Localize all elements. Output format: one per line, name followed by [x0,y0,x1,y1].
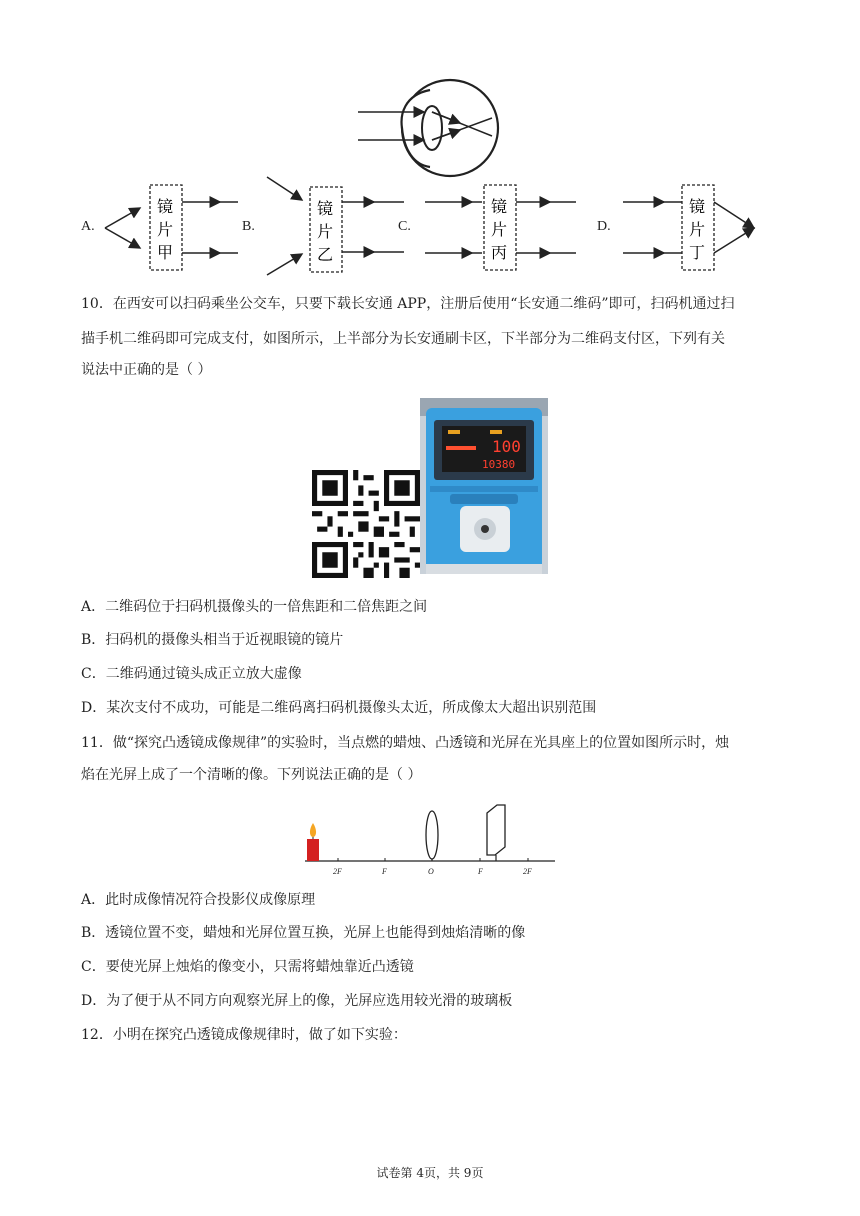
lens-c-char-1: 镜 [491,197,508,216]
lens-b-char-1: 镜 [317,199,334,218]
q11-option-d: D．为了便于从不同方向观察光屏上的像，光屏应选用较光滑的玻璃板 [81,993,513,1009]
q9-option-a-label: A. [81,219,95,234]
lens-b-char-2: 片 [317,222,334,241]
lens-d-char-1: 镜 [689,197,706,216]
q11-option-a: A．此时成像情况符合投影仪成像原理 [81,892,316,908]
scanner-display-bottom: 10380 [482,458,516,471]
axis-label-o: O [428,867,434,876]
q10-option-b: B．扫码机的摄像头相当于近视眼镜的镜片 [81,632,344,648]
lens-d-char-3: 丁 [689,243,706,262]
q10-stem-line-2: 描手机二维码即可完成支付，如图所示，上半部分为长安通刷卡区，下半部分为二维码支付区，下列有关 [81,331,725,347]
lens-c-char-3: 丙 [491,243,508,262]
lens-diagram-d [620,180,760,275]
lens-a-char-3: 甲 [157,243,174,262]
q11-stem-line-2: 焰在光屏上成了一个清晰的像。下列说法正确的是（ ） [81,767,422,783]
q11-option-c: C．要使光屏上烛焰的像变小，只需将蜡烛靠近凸透镜 [81,959,414,975]
lens-a-char-2: 片 [157,220,174,239]
q9-option-c-label: C. [398,219,411,234]
lens-diagram-b [262,172,412,280]
lens-diagram-c [420,180,580,275]
axis-label-2f-left: 2F [333,867,342,876]
candle-flame [310,823,316,837]
page-footer: 试卷第 4页，共 9页 [376,1166,484,1180]
axis-label-f-right: F [478,867,483,876]
lens-b-char-3: 乙 [317,245,334,264]
q11-stem-line-1: 11．做“探究凸透镜成像规律”的实验时，当点燃的蜡烛、凸透镜和光屏在光具座上的位置如图所示时，烛 [81,735,730,751]
axis-label-f-left: F [382,867,387,876]
axis-label-2f-right: 2F [523,867,532,876]
q10-stem-line-3: 说法中正确的是（ ） [81,362,212,378]
eye-diagram [350,70,520,180]
q10-option-a: A．二维码位于扫码机摄像头的一倍焦距和二倍焦距之间 [81,599,428,615]
light-screen [487,805,505,855]
scanner-display-top: 100 [492,437,521,456]
candle [307,839,319,861]
q11-option-b: B．透镜位置不变，蜡烛和光屏位置互换，光屏上也能得到烛焰清晰的像 [81,925,526,941]
optical-bench-diagram [300,795,560,880]
q9-option-b-label: B. [242,219,255,234]
q10-option-d: D．某次支付不成功，可能是二维码离扫码机摄像头太近，所成像太大超出识别范围 [81,700,597,716]
lens-c-char-2: 片 [491,220,508,239]
scanner-photo [420,398,548,574]
qr-code-image [312,470,420,578]
q10-stem-line-1: 10．在西安可以扫码乘坐公交车，只要下载长安通 APP，注册后使用“长安通二维码”即可，扫码机通过扫 [81,296,735,312]
lens-a-char-1: 镜 [157,197,174,216]
q12-stem: 12．小明在探究凸透镜成像规律时，做了如下实验： [81,1027,407,1043]
q9-option-d-label: D. [597,219,611,234]
convex-lens [426,811,438,859]
lens-d-char-2: 片 [689,220,706,239]
q10-option-c: C．二维码通过镜头成正立放大虚像 [81,666,302,682]
lens-diagram-a [100,180,240,275]
